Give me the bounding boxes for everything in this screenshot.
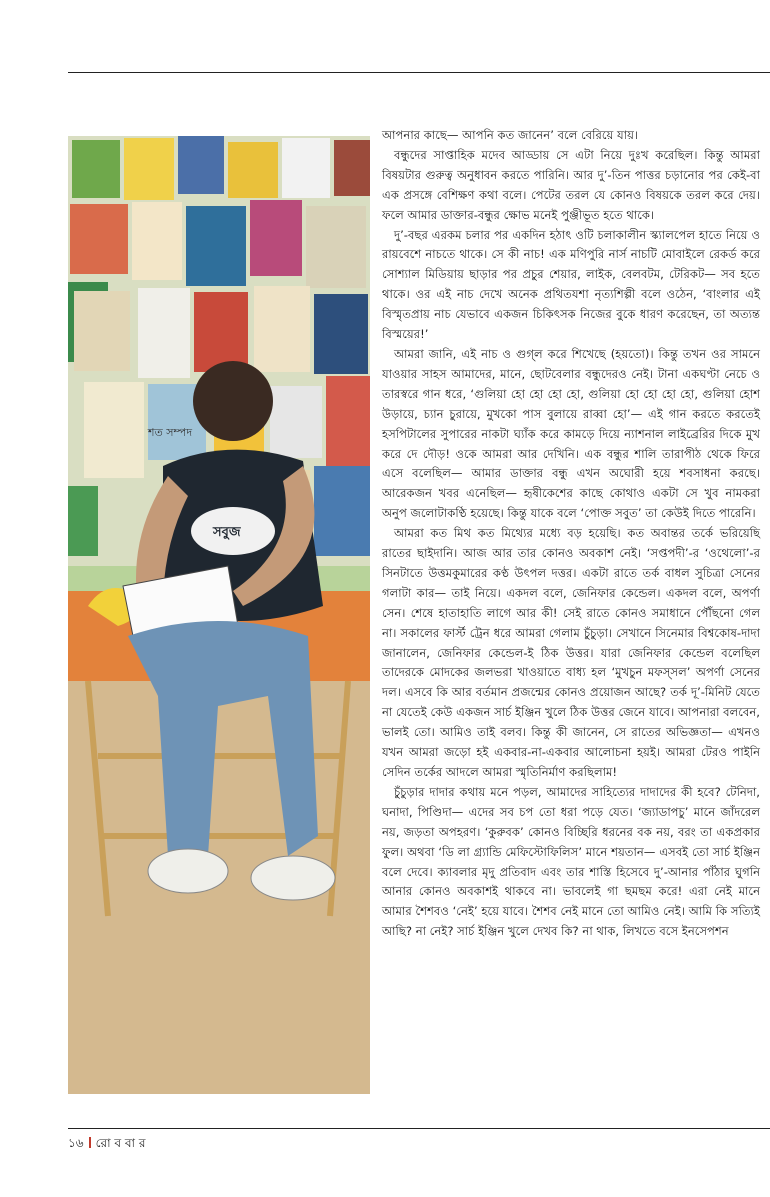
left-shoe	[148, 849, 228, 893]
paragraph: আমরা জানি, এই নাচ ও গুগ্‌ল করে শিখেছে (হয়তো)। কিন্তু তখন ওর সামনে যাওয়ার সাহস আমাদের, মানে, ছোটবেলার বন্ধুদেরও নেই। টানা একঘণ্টা নেচে ও তারস্বরে গান ধরে, ‘গুলিয়া হো হো হো হো, গুলিয়া হো হো হো হো, গুলিয়া হোশ উড়ায়ে, চ্যান চুরায়ে, মুখকো পাস বুলায়ে রাব্বা হো’— এই গান করতে করতেই হসপিটালের সুপারের নাকটা ঘ্যাঁক করে কামড়ে দিয়ে ন্যাশনাল লাইব্রেরির দিকে মুখ করে দে দৌড়! ওকে আমরা আর দেখিনি। এক বন্ধুর শালি তারাপীঠ থেকে ফিরে এসে বলেছিল— আমার ডাক্তার বন্ধু এখন অঘোরী হয়ে শবসাধনা করছে। আরেকজন খবর এনেছিল— হৃষীকেশের কাছে কোথাও একটা সে খুব নামকরা অনুপ জলোটাকণ্ঠি হয়েছে। কিন্তু যাকে বলে ‘পোক্ত সবুত’ তা কেউই দিতে পারেনি।	[382, 346, 760, 521]
photo-illustration	[68, 136, 370, 1094]
poster-text-1: শত সম্পদ	[148, 426, 193, 439]
photo-man-writing	[68, 136, 370, 1094]
top-rule	[68, 72, 770, 73]
paragraph: দু’-বছর এরকম চলার পর একদিন হঠাৎ ওটি চলাকালীন স্ক্যালপেল হাতে নিয়ে ও রায়বেশে নাচতে থাকে। সে কী নাচ! এক মণিপুরি নার্স নাচটি মোবাইলে রেকর্ড করে সোশ্যাল মিডিয়ায় ছাড়ার পর প্রচুর শেয়ার, লাইক, বেলবটম, টেরিকট— সব হতে থাকে। ওর এই নাচ দেখে অনেক প্রথিতযশা নৃত্যশিল্পী বলে ওঠেন, ‘বাংলার এই বিস্মৃতপ্রায় নাচ যেভাবে একজন চিকিৎসক নিজের বুকে ধারণ করেছেন, তা অত্যন্ত বিস্ময়ের!’	[382, 227, 760, 342]
article-body	[382, 126, 760, 942]
man-head	[193, 361, 273, 441]
tshirt-print: সবুজ	[213, 525, 241, 540]
paragraph: বন্ধুদের সাপ্তাহিক মদেব আড্ডায় সে এটা নিয়ে দুঃখ করেছিল। কিন্তু আমরা বিষয়টার গুরুত্ব অনুধাবন করতে পারিনি। আর দু’-তিন পাত্তর চড়ানোর পর কেই-বা এক প্রসঙ্গে বেশিক্ষণ কথা বলে। পেটের তরল যে কোনও বিষয়কে তরল করে দেয়। ফলে আমার ডাক্তার-বন্ধুর ক্ষোভ মনেই পুঞ্জীভূত হতে থাকে।	[382, 147, 760, 222]
paragraph: আমরা কত মিথ কত মিথ্যের মধ্যে বড় হয়েছি। কত অবান্তর তর্কে ভরিয়েছি রাতের ছাইদানি। আজ আর তার কোনও অবকাশ নেই। ‘সপ্তপদী’-র ‘ওথেলো’-র সিনটাতে উত্তমকুমারের কণ্ঠ উৎপল দত্তর। একটা রাতে তর্ক বাধল সুচিত্রা সেনের গলাটা কার— তাই নিয়ে। একদল বলে, জেনিফার কেন্ডেল। একদল বলে, অপর্ণা সেন। শেষে হাতাহাতি লাগে আর কী! সেই রাতে কোনও সমাধানে পৌঁছনো গেল না। সকালের ফার্স্ট ট্রেন ধরে আমরা গেলাম চুঁচুড়া। সেখানে সিনেমার বিশ্বকোষ-দাদা জানালেন, জেনিফার কেন্ডেল-ই ঠিক উত্তর। যারা জেনিফার কেন্ডেল বলেছিল তাদেরকে মোদকের জলভরা খাওয়াতে বাধ্য হল ‘মুখচুন মফস্‌সল’ অপর্ণা সেনের দল। এসবে কি আর বর্তমান প্রজন্মের কোনও প্রয়োজন আছে? তর্ক দূ’-মিনিট যেতে না যেতেই কেউ একজন সার্চ ইঞ্জিন খুলে ঠিক উত্তর জেনে যাবে। আপনারা বলবেন, ভালই তো। আমিও তাই বলব। কিন্তু কী জানেন, সে রাতের অভিজ্ঞতা— এখনও যখন আমরা জড়ো হই একবার-না-একবার আলোচনা হয়ই। আমরা টেরও পাইনি সেদিন তর্কের আদলে আমরা স্মৃতিনির্মাণ করছিলাম!	[382, 526, 760, 779]
section-name: রো ব বা র	[95, 1136, 146, 1150]
page-number: ১৬	[68, 1136, 84, 1150]
bottom-rule	[68, 1128, 770, 1129]
paragraph: চুঁচুড়ার দাদার কথায় মনে পড়ল, আমাদের সাহিত্যের দাদাদের কী হবে? টেনিদা, ঘনাদা, পিণ্ডিদা— এদের সব চপ তো ধরা পড়ে যেত। ‘জ্যাডাপচু’ মানে জাঁদরেল নয়, জড়তা অপহরণ। ‘কুরুবক’ কোনও বিচ্ছিরি ধরনের বক নয়, বরং তা একপ্রকার ফুল। অথবা ‘ডি লা গ্র্যান্ডি মেফিস্টোফিলিস’ মানে শয়তান— এসবই তো সার্চ ইঞ্জিন বলে দেবে। ক্যাবলার মৃদু প্রতিবাদ এবং তার শাস্তি হিসেবে দু’-আনার পাঁঠার ঘুগনি আনার কোনও অবকাশই থাকবে না। ভাবলেই গা ছমছম করে! এরা নেই মানে আমার শৈশবও ‘নেই’ হয়ে যাবে। শৈশব নেই মানে তো আমিও নেই। আমি কি সত্যিই আছি? না নেই? সার্চ ইঞ্জিন খুলে দেখব কি? না থাক, লিখতে বসে ইনসেপশন	[382, 784, 760, 939]
right-shoe	[251, 856, 335, 900]
page-footer	[68, 1135, 145, 1155]
footer-separator	[89, 1137, 91, 1148]
paragraph: আপনার কাছে— আপনি কত জানেন’ বলে বেরিয়ে যায়।	[382, 128, 639, 142]
